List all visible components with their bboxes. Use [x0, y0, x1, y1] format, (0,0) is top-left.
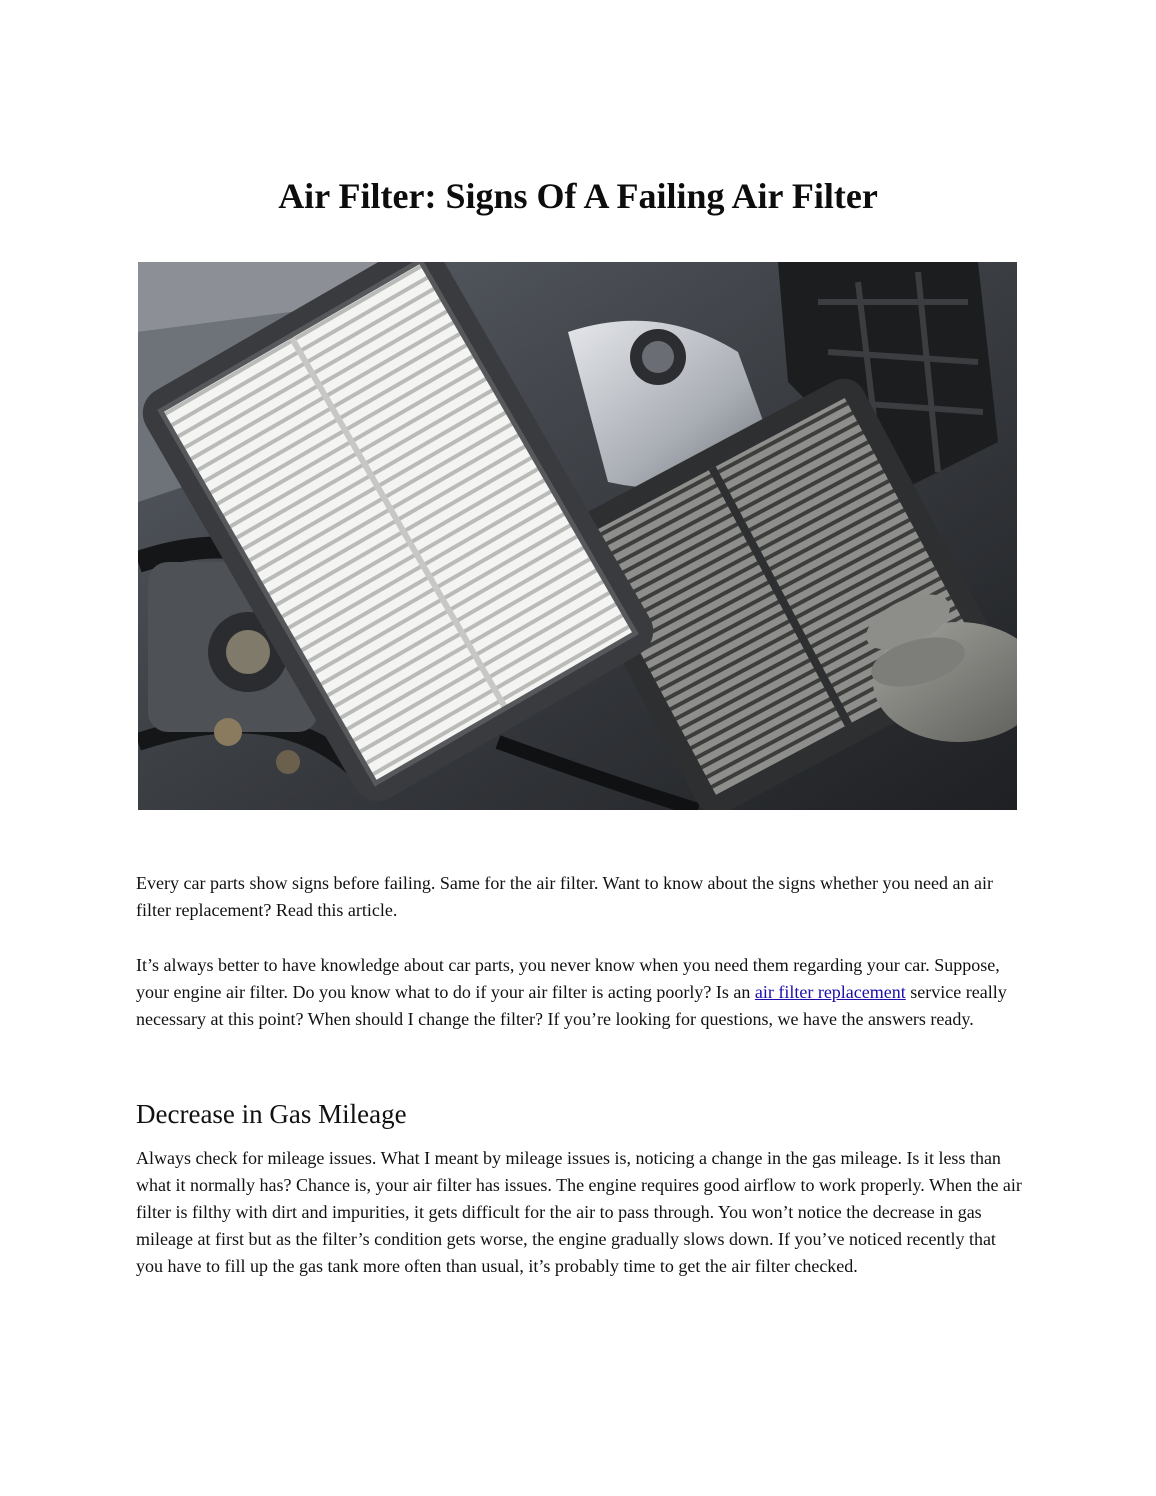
air-filter-photo — [138, 262, 1017, 810]
mileage-paragraph: Always check for mileage issues. What I meant by mileage issues is, noticing a change in the gas mileage. Is it less than what it normally has? Chance is, your air filter has issues. The engine requires good airflow to work properly. When the air filter is filthy with dirt and impurities, it gets difficult for the air to pass through. You won’t notice the decrease in gas mileage at first but as the filter’s condition gets worse, the engine gradually slows down. If you’ve noticed recently that you have to fill up the gas tank more often than usual, it’s probably time to get the air filter checked. — [136, 1148, 1022, 1276]
knowledge-text-start: It’s always better to have knowledge about car parts, you never know when you need them regarding your car. Suppose, your engine air filter. Do you know what to do if your air filter is acting poorly? Is an — [136, 955, 1000, 1002]
knowledge-text-end: service really necessary at this point? When should I change the filter? If you’re looking for questions, we have the answers ready. — [136, 982, 1007, 1029]
page-title: Air Filter: Signs Of A Failing Air Filter — [278, 176, 878, 216]
intro-paragraph: Every car parts show signs before failing. Same for the air filter. Want to know about the signs whether you need an air filter replacement? Read this article. — [136, 873, 993, 920]
section-heading: Decrease in Gas Mileage — [136, 1099, 407, 1129]
knowledge-paragraph — [136, 952, 1024, 1033]
air-filter-replacement-link[interactable]: air filter replacement — [754, 982, 906, 1002]
